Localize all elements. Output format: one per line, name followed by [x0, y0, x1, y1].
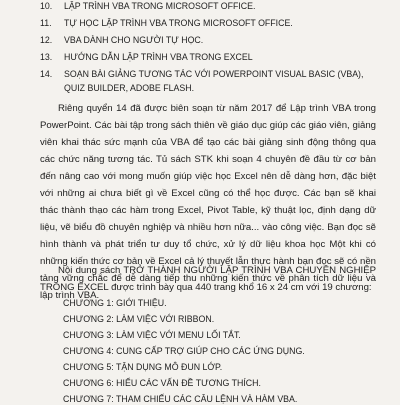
chapter-item: CHƯƠNG 3: LÀM VIỆC VỚI MENU LỐI TẮT. — [63, 330, 241, 340]
list-item-text: TỰ HỌC LẬP TRÌNH VBA TRONG MICROSOFT OFFICE. — [64, 18, 293, 28]
chapter-item: CHƯƠNG 4: CUNG CẤP TRỢ GIÚP CHO CÁC ỨNG DỤNG. — [63, 346, 305, 356]
paragraph-text: Riêng quyển 14 đã được biên soạn từ năm 2017 để Lập trình VBA trong PowerPoint. Các bài tập trong sách thiên về giáo dục giúp các giáo viên, giảng viên khai thác sức mạnh của VBA để tạo các bài giảng sinh động thông qua các chức năng tương tác. Tủ sách STK khi soạn 4 chuyên đề đầu từ cơ bản đến nâng cao với mong muốn giúp việc học Excel nên dễ dàng hơn, đặc biệt với những ai chưa biết gì về Excel cũng có thể học được. Các bạn sẽ khai thác thành thạo các hàm trong Excel, Pivot Table, kỹ thuật lọc, định dạng dữ liệu, vẽ biểu đồ chuyên nghiệp và nhiều hơn nữa... vào công việc. Bạn đọc sẽ hình thành và phát triển tư duy tổ chức, xử lý dữ liệu khoa học Một khi có những kiến thức cơ bản về Excel cả lý thuyết lẫn thực hành bạn đọc sẽ có nền tảng vững chắc để dễ dàng tiếp thu những kiến thức về phân tích dữ liệu và lập trình VBA. — [40, 103, 376, 301]
list-item-text: SOẠN BÀI GIẢNG TƯƠNG TÁC VỚI POWERPOINT VISUAL BASIC (VBA), — [64, 69, 364, 79]
chapter-item: CHƯƠNG 5: TẬN DỤNG MÔ ĐUN LỚP. — [63, 362, 223, 372]
list-item-continuation: QUIZ BUILDER, ADOBE FLASH. — [64, 83, 195, 93]
list-item-number: 13. — [40, 52, 53, 62]
paragraph-text: Nội dung sách TRỞ THÀNH NGƯỜI LẬP TRÌNH VBA CHUYÊN NGHIỆP TRONG EXCEL được trình bày qua 440 trang khổ 16 x 24 cm với 19 chương: — [40, 265, 376, 293]
chapter-item: CHƯƠNG 7: THAM CHIẾU CÁC CÂU LỆNH VÀ HÀM VBA. — [63, 394, 298, 404]
list-item-number: 12. — [40, 35, 53, 45]
list-item-number: 14. — [40, 69, 53, 79]
list-item-text: VBA DÀNH CHO NGƯỜI TỰ HỌC. — [64, 35, 204, 45]
chapter-item: CHƯƠNG 2: LÀM VIỆC VỚI RIBBON. — [63, 314, 215, 324]
list-item-text: HƯỚNG DẪN LẬP TRÌNH VBA TRONG EXCEL — [64, 52, 253, 62]
chapter-item: CHƯƠNG 1: GIỚI THIỆU. — [63, 298, 167, 308]
list-item-text: LẬP TRÌNH VBA TRONG MICROSOFT OFFICE. — [64, 1, 256, 11]
body-paragraph-intro — [40, 262, 376, 296]
chapter-item: CHƯƠNG 6: HIỂU CÁC VẤN ĐỀ TƯƠNG THÍCH. — [63, 378, 261, 388]
list-item-number: 10. — [40, 1, 53, 11]
list-item-number: 11. — [40, 18, 52, 28]
